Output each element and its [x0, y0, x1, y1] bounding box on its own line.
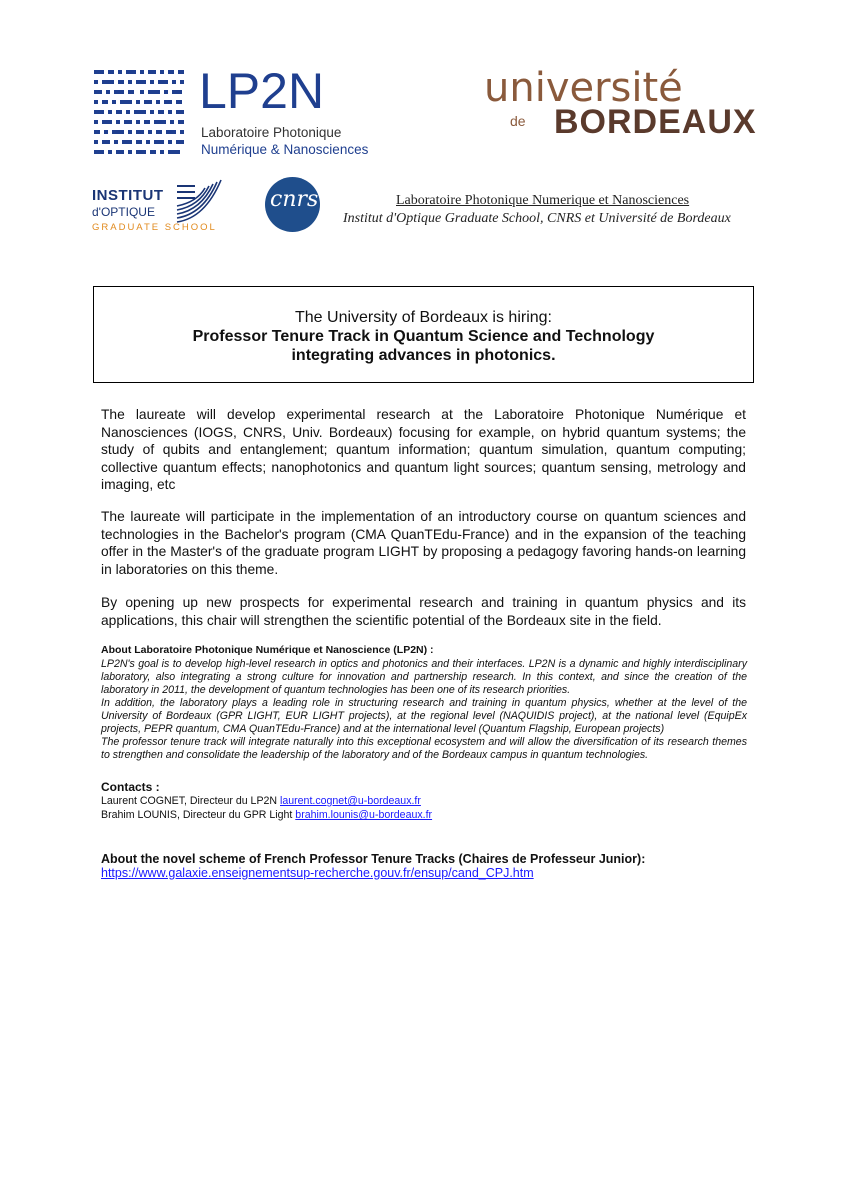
contact-cognet-email-link[interactable]: laurent.cognet@u-bordeaux.fr	[280, 795, 421, 807]
cnrs-logo-text: cnrs	[270, 187, 319, 212]
about-heading: About Laboratoire Photonique Numérique et Nanoscience (LP2N) :	[101, 644, 434, 656]
lp2n-logo-subtitle-1: Laboratoire Photonique	[201, 125, 342, 140]
lab-subtitle: Institut d'Optique Graduate School, CNRS et Université de Bordeaux	[343, 211, 731, 226]
about-body-3: The professor tenure track will integrate naturally into this exceptional ecosystem and will allow the diversification of its research themes to strengthen and consolidate the leadership of the laboratory and of the Bordeaux campus in quantum technologies.	[101, 736, 747, 761]
scheme-link[interactable]: https://www.galaxie.enseignementsup-recherche.gouv.fr/ensup/cand_CPJ.htm	[101, 866, 534, 880]
title-box	[93, 286, 754, 383]
contact-cognet-text: Laurent COGNET, Directeur du LP2N	[101, 795, 280, 807]
title-line-1: The University of Bordeaux is hiring:	[295, 309, 552, 326]
iogs-waves-icon	[175, 178, 225, 228]
paragraph-research: The laureate will develop experimental research at the Laboratoire Photonique Numérique et Nanosciences (IOGS, CNRS, Univ. Bordeaux) focusing for example, on hybrid quantum systems; the study of qubits and entanglement; quantum information; quantum simulation, quantum computing; collective quantum effects; nanophotonics and quantum light sources; quantum sensing, metrology and imaging, etc	[101, 407, 746, 492]
paragraph-teaching: The laureate will participate in the implementation of an introductory course on quantum sciences and technologies in the Bachelor's program (CMA QuanTEdu-France) and in the expansion of the teaching offer in the Master's of the graduate program LIGHT by proposing a pedagogy favoring hands-on learning in laboratories on this theme.	[101, 509, 746, 577]
contacts-heading: Contacts :	[101, 780, 160, 794]
contact-cognet	[101, 795, 421, 807]
title-line-2: Professor Tenure Track in Quantum Science and Technology	[192, 328, 655, 345]
universite-logo-de: de	[510, 113, 526, 129]
paragraph-prospects: By opening up new prospects for experimental research and training in quantum physics and its applications, this chair will strengthen the scientific potential of the Bordeaux site in the field.	[101, 595, 746, 628]
iogs-logo-graduate: GRADUATE SCHOOL	[92, 222, 217, 233]
lp2n-logo-subtitle-2: Numérique & Nanosciences	[201, 142, 369, 157]
contact-lounis	[101, 809, 432, 821]
scheme-heading: About the novel scheme of French Professor Tenure Tracks (Chaires de Professeur Junior):	[101, 852, 646, 866]
iogs-logo-doptique: d'OPTIQUE	[92, 205, 155, 219]
universite-logo-top: université	[484, 65, 683, 111]
lab-name: Laboratoire Photonique Numerique et Nanosciences	[396, 193, 690, 208]
title-line-3: integrating advances in photonics.	[291, 347, 556, 364]
iogs-logo-institut: INSTITUT	[92, 187, 164, 204]
about-body-1: LP2N's goal is to develop high-level research in optics and photonics and their interfaces. LP2N is a dynamic and highly interdisciplinary laboratory, also integrating a strong culture for innovation and partnership research. In this context, and since the creation of the laboratory in 2011, the development of quantum technologies has been one of its research priorities.	[101, 658, 747, 696]
lp2n-logo-grid-icon	[94, 70, 186, 158]
contact-lounis-email-link[interactable]: brahim.lounis@u-bordeaux.fr	[295, 809, 433, 821]
contact-lounis-text: Brahim LOUNIS, Directeur du GPR Light	[101, 809, 296, 821]
about-body-2: In addition, the laboratory plays a leading role in structuring research and training in quantum physics, whether at the level of the University of Bordeaux (GPR LIGHT, EUR LIGHT projects), at the regional level (NAQUIDIS project), at the national level (EquipEx projects, PEPR quantum, CMA QuanTEdu-France) and at the international level (Quantum Flagship, European projects)	[101, 697, 747, 735]
universite-logo-bordeaux: BORDEAUX	[554, 103, 757, 141]
lp2n-logo-title: LP2N	[199, 63, 325, 119]
about-body	[101, 658, 747, 762]
scheme-link-wrapper	[101, 866, 534, 880]
